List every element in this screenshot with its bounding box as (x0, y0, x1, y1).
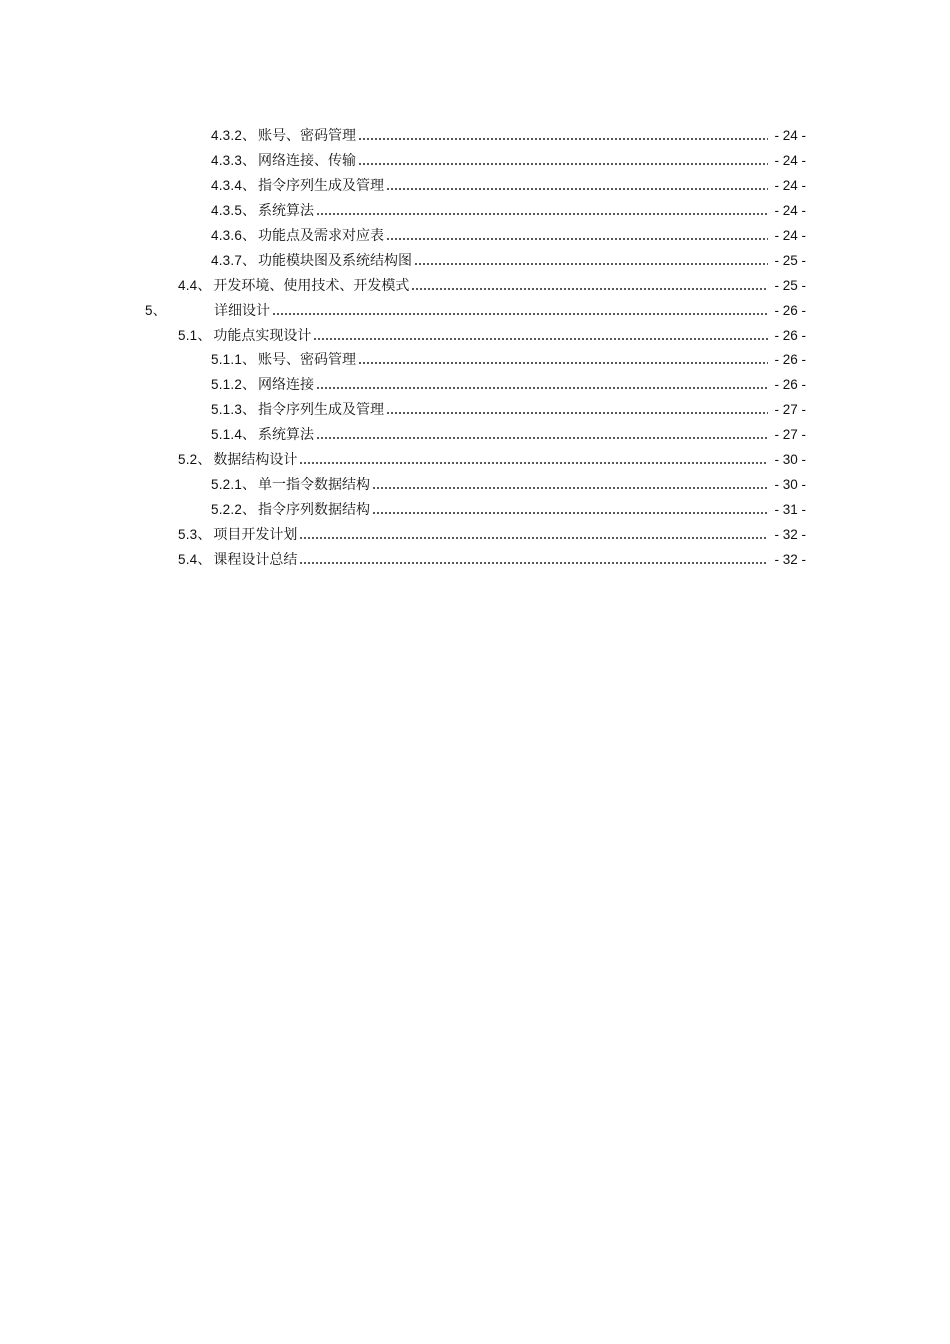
toc-entry-page: - 24 - (774, 203, 806, 219)
toc-entry[interactable] (0, 174, 950, 199)
toc-entry[interactable] (0, 224, 950, 249)
toc-entry[interactable] (0, 472, 950, 497)
toc-entry-separator: 、 (242, 203, 257, 220)
toc-entry-separator: 、 (197, 526, 212, 543)
dot-leader (358, 138, 768, 140)
toc-entry-separator: 、 (242, 153, 257, 170)
toc-entry-separator: 、 (242, 228, 257, 244)
dot-leader (372, 487, 768, 489)
toc-entry[interactable] (0, 323, 950, 348)
toc-entry[interactable] (0, 298, 950, 323)
toc-entry-title: 账号、密码管理 (258, 128, 357, 145)
toc-entry-separator: 、 (197, 452, 212, 469)
toc-entry-page: - 30 - (774, 476, 806, 492)
dot-leader (299, 537, 768, 539)
toc-entry-page: - 27 - (774, 427, 806, 443)
toc-entry-number: 5.2.2 (211, 501, 243, 517)
toc-entry[interactable] (0, 497, 950, 522)
toc-entry-page: - 24 - (774, 153, 806, 169)
toc-entry-page: - 25 - (774, 252, 806, 268)
toc-entry-number: 5.3 (178, 526, 198, 542)
toc-entry-title: 系统算法 (258, 203, 315, 220)
toc-entry-page: - 26 - (774, 327, 806, 343)
dot-leader (358, 362, 768, 364)
toc-entry-separator: 、 (242, 252, 257, 269)
toc-entry-title: 数据结构设计 (213, 452, 298, 469)
toc-entry-number: 4.3.3 (211, 153, 243, 169)
toc-entry[interactable] (0, 273, 950, 298)
toc-entry-title: 功能模块图及系统结构图 (258, 252, 413, 269)
toc-entry[interactable] (0, 522, 950, 547)
toc-entry-page: - 32 - (774, 551, 806, 567)
toc-entry-number: 4.3.4 (211, 178, 243, 194)
toc-entry-page: - 24 - (774, 128, 806, 144)
toc-entry[interactable] (0, 149, 950, 174)
toc-entry[interactable] (0, 348, 950, 373)
toc-entry-separator: 、 (242, 128, 257, 145)
toc-entry-page: - 27 - (774, 402, 806, 418)
dot-leader (411, 288, 768, 290)
toc-entry-page: - 24 - (774, 228, 806, 243)
toc-entry-title: 功能点及需求对应表 (258, 228, 385, 244)
toc-entry-separator: 、 (242, 476, 257, 493)
toc-entry-title: 单一指令数据结构 (258, 476, 371, 493)
toc-entry-page: - 26 - (774, 377, 806, 393)
dot-leader (313, 338, 768, 340)
dot-leader (372, 512, 768, 514)
toc-entry-title: 开发环境、使用技术、开发模式 (213, 277, 410, 294)
toc-entry[interactable] (0, 398, 950, 423)
dot-leader (386, 188, 768, 190)
toc-entry[interactable] (0, 423, 950, 448)
toc-entry-number: 5.1.1 (211, 352, 243, 368)
toc-entry-separator: 、 (197, 327, 212, 344)
dot-leader (299, 462, 768, 464)
toc-entry-title: 网络连接、传输 (258, 153, 357, 170)
toc-entry-number: 5.2.1 (211, 476, 243, 492)
toc-entry-number: 5.1.2 (211, 377, 243, 393)
toc-entry-title: 课程设计总结 (213, 551, 298, 568)
toc-entry-separator: 、 (242, 501, 257, 518)
toc-entry-page: - 31 - (774, 501, 806, 517)
toc-entry-page: - 26 - (774, 352, 806, 368)
toc-entry-number: 4.3.2 (211, 128, 243, 144)
toc-entry-page: - 30 - (774, 452, 806, 468)
toc-entry-separator: 、 (197, 277, 212, 294)
toc-entry-separator: 、 (242, 427, 257, 444)
toc-entry-number: 5、 (145, 302, 167, 318)
toc-entry-title: 详细设计 (214, 302, 270, 319)
toc-entry[interactable] (0, 373, 950, 398)
toc-entry-title: 指令序列生成及管理 (258, 402, 385, 419)
toc-entry-title: 账号、密码管理 (258, 352, 357, 369)
toc-entry-number: 5.1.3 (211, 402, 243, 418)
toc-entry-page: - 26 - (774, 302, 806, 318)
dot-leader (386, 412, 768, 414)
toc-entry-number: 5.1.4 (211, 427, 243, 443)
toc-entry-title: 网络连接 (258, 377, 315, 394)
toc-entry-title: 指令序列数据结构 (258, 501, 371, 518)
toc-entry-number: 4.3.5 (211, 203, 243, 219)
dot-leader (386, 238, 768, 240)
toc-entry-separator: 、 (242, 377, 257, 394)
dot-leader (414, 263, 768, 265)
dot-leader (316, 437, 768, 439)
toc-entry-number: 4.3.6 (211, 228, 243, 243)
toc-entry-separator: 、 (242, 402, 257, 419)
toc-entry-number: 4.4 (178, 277, 198, 293)
table-of-contents (0, 124, 950, 572)
toc-entry-page: - 25 - (774, 277, 806, 293)
dot-leader (316, 213, 768, 215)
toc-entry-title: 项目开发计划 (213, 526, 298, 543)
toc-entry-number: 5.4 (178, 551, 198, 567)
toc-entry-separator: 、 (242, 352, 257, 369)
toc-entry[interactable] (0, 124, 950, 149)
toc-entry-title: 功能点实现设计 (213, 327, 312, 344)
dot-leader (299, 562, 768, 564)
toc-entry-number: 5.1 (178, 327, 198, 343)
dot-leader (316, 387, 768, 389)
toc-entry[interactable] (0, 248, 950, 273)
toc-entry-page: - 32 - (774, 526, 806, 542)
dot-leader (272, 313, 768, 315)
toc-entry[interactable] (0, 199, 950, 224)
toc-entry-number: 5.2 (178, 452, 198, 468)
toc-entry-separator: 、 (197, 551, 212, 568)
toc-entry-title: 指令序列生成及管理 (258, 178, 385, 195)
toc-entry-number: 4.3.7 (211, 252, 243, 268)
dot-leader (358, 163, 768, 165)
toc-entry[interactable] (0, 547, 950, 572)
toc-entry[interactable] (0, 448, 950, 473)
toc-entry-page: - 24 - (774, 178, 806, 194)
toc-entry-title: 系统算法 (258, 427, 315, 444)
toc-entry-separator: 、 (242, 178, 257, 195)
